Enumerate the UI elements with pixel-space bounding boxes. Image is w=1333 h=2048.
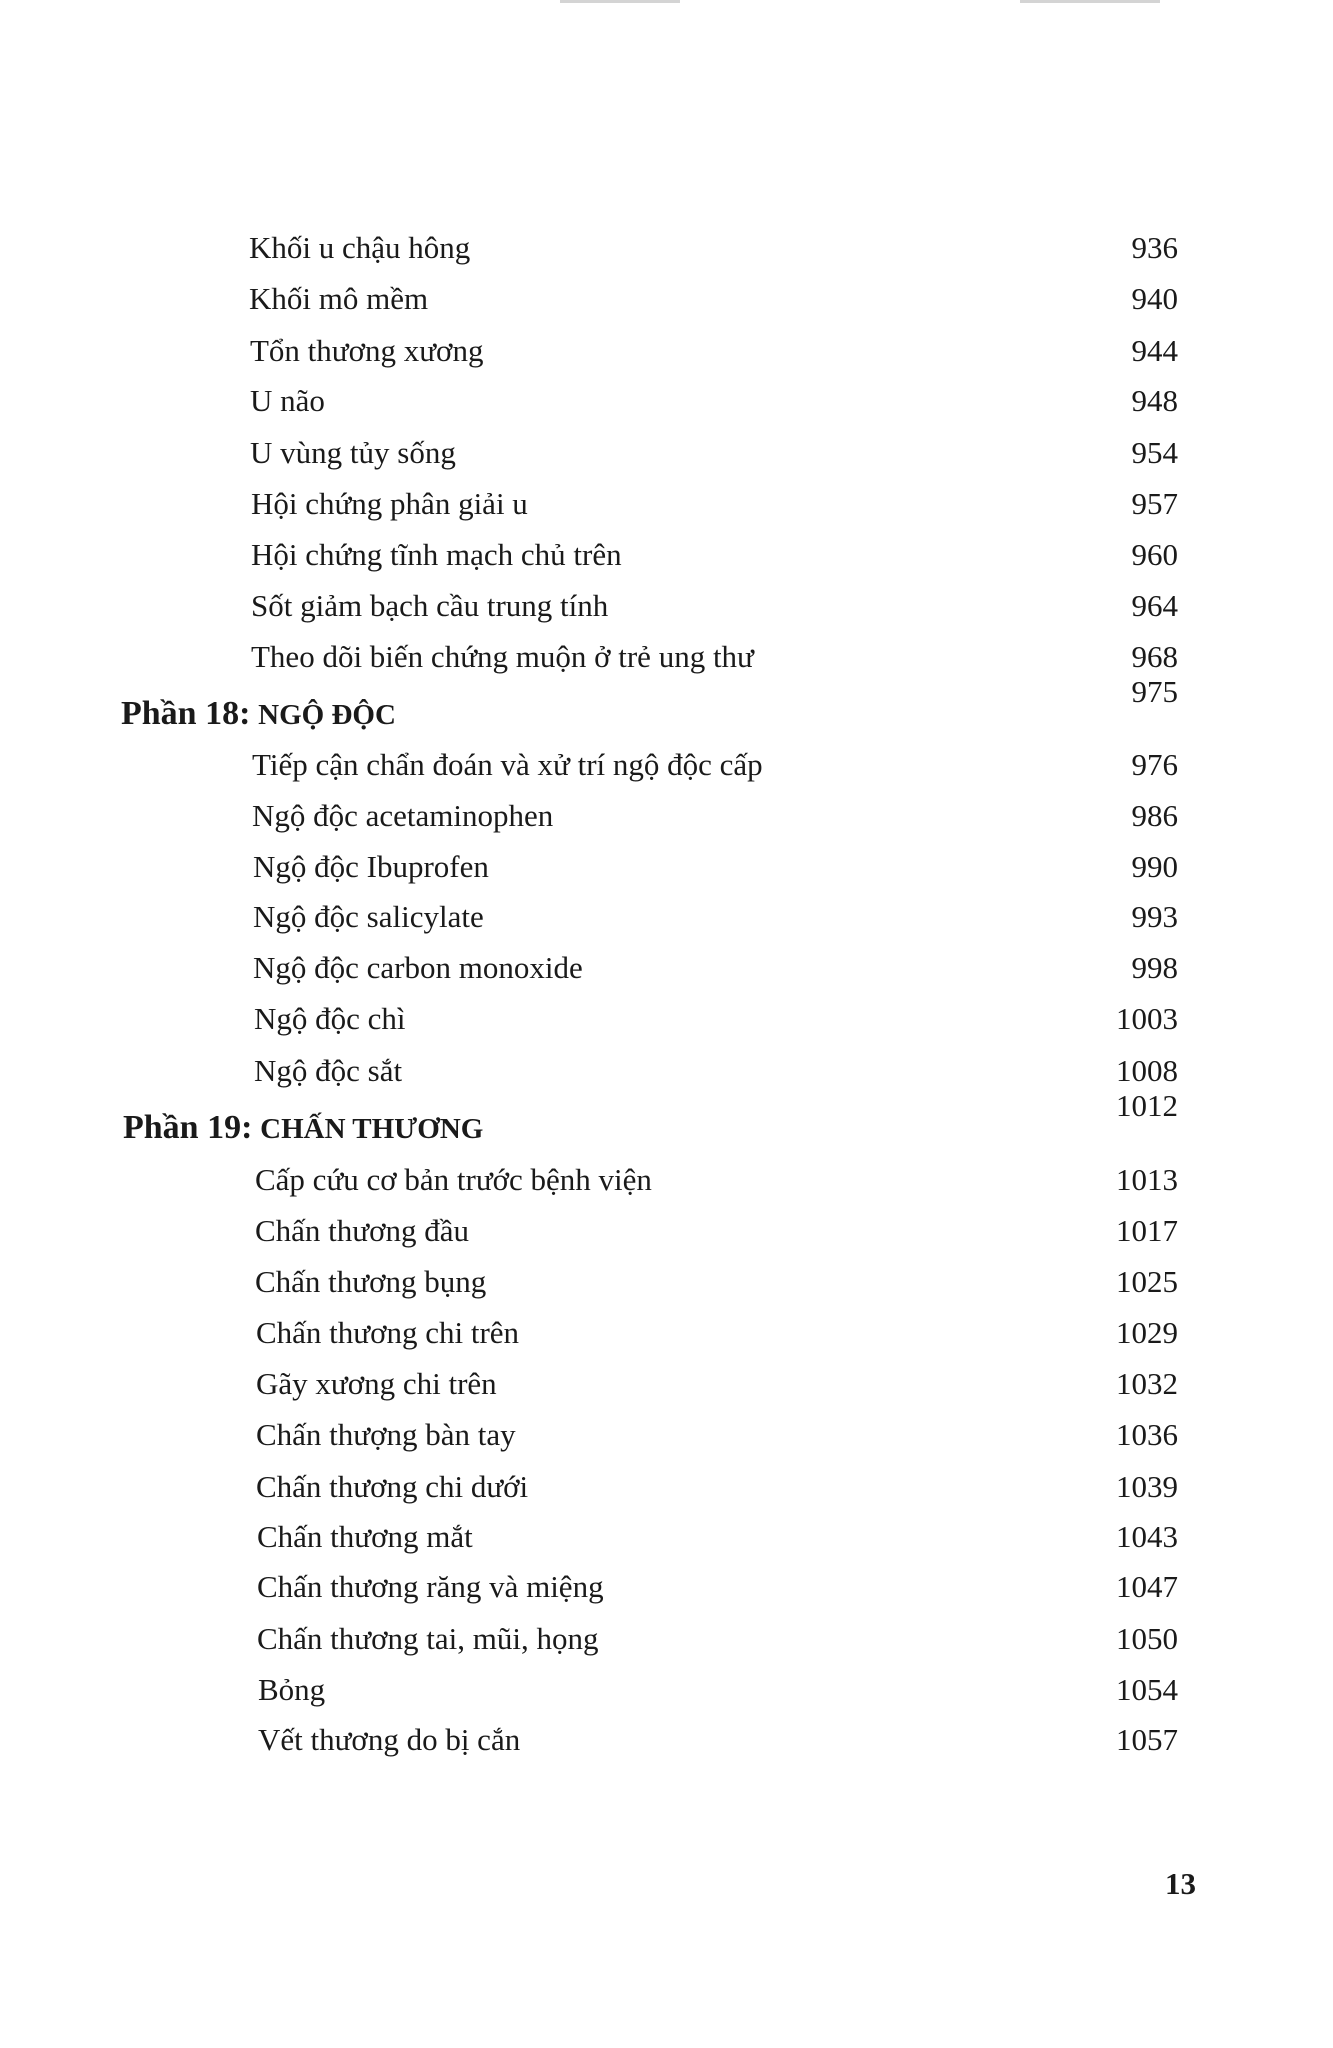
toc-entry-row (0, 532, 1333, 578)
toc-page-number: 1039 (1116, 1469, 1178, 1504)
toc-page-number: 1043 (1116, 1519, 1178, 1554)
section-heading (123, 1105, 483, 1152)
toc-page-number: 990 (1131, 849, 1178, 884)
toc-entry-row (0, 1310, 1333, 1356)
toc-page-number: 1047 (1116, 1569, 1178, 1604)
toc-page-number: 1025 (1116, 1264, 1178, 1299)
toc-page-number: 948 (1131, 383, 1178, 418)
toc-page-number: 936 (1131, 230, 1178, 265)
scan-edge-mark (560, 0, 680, 3)
toc-page-number: 1057 (1116, 1722, 1178, 1757)
toc-page-number: 1013 (1116, 1162, 1178, 1197)
toc-page-number: 1008 (1116, 1053, 1178, 1088)
toc-entry-title: Chấn thương mắt (257, 1519, 473, 1554)
toc-entry-row (0, 1361, 1333, 1407)
toc-entry-title: Tiếp cận chẩn đoán và xử trí ngộ độc cấp (252, 747, 763, 782)
toc-entry-title: Chấn thương bụng (255, 1264, 487, 1299)
toc-entry-row (0, 1564, 1333, 1610)
toc-entry-row (0, 481, 1333, 527)
toc-entry-row (0, 225, 1333, 271)
toc-section-row (0, 1088, 1333, 1151)
toc-entry-title: Chấn thượng bàn tay (256, 1417, 516, 1452)
toc-entry-row (0, 1514, 1333, 1560)
toc-page-number: 986 (1131, 798, 1178, 833)
toc-entry-title: Ngộ độc Ibuprofen (253, 849, 489, 884)
toc-entry-row (0, 583, 1333, 629)
toc-entry-row (0, 742, 1333, 788)
toc-entry-title: Hội chứng phân giải u (251, 486, 528, 521)
toc-page-number: 975 (1131, 674, 1178, 709)
toc-entry-title: Ngộ độc chì (254, 1001, 406, 1036)
toc-entry-title: Ngộ độc acetaminophen (252, 798, 554, 833)
toc-entry-title: Khối mô mềm (249, 281, 429, 316)
toc-entry-title: Khối u chậu hông (249, 230, 471, 265)
toc-entry-row (0, 1717, 1333, 1763)
toc-page-number: 968 (1131, 639, 1178, 674)
toc-entry-title: Chấn thương chi dưới (256, 1469, 529, 1504)
toc-entry-row (0, 328, 1333, 374)
toc-entry-title: Sốt giảm bạch cầu trung tính (251, 588, 609, 623)
toc-entry-title: Ngộ độc salicylate (253, 899, 484, 934)
toc-page-number: 1003 (1116, 1001, 1178, 1036)
toc-page-number: 1017 (1116, 1213, 1178, 1248)
toc-entry-row (0, 793, 1333, 839)
toc-entry-row (0, 430, 1333, 476)
toc-entry-title: Theo dõi biến chứng muộn ở trẻ ung thư (251, 639, 754, 674)
section-heading (121, 691, 396, 738)
toc-section-row (0, 674, 1333, 737)
toc-entry-row (0, 1667, 1333, 1713)
toc-entry-row (0, 1616, 1333, 1662)
toc-entry-title: Gãy xương chi trên (256, 1366, 497, 1401)
toc-page-number: 1054 (1116, 1672, 1178, 1707)
toc-entry-row (0, 1464, 1333, 1510)
toc-page-number: 1032 (1116, 1366, 1178, 1401)
toc-page-number: 1036 (1116, 1417, 1178, 1452)
toc-page-number: 954 (1131, 435, 1178, 470)
toc-entry-title: Chấn thương đầu (255, 1213, 470, 1248)
toc-entry-title: U vùng tủy sống (250, 435, 456, 470)
toc-page-number: 940 (1131, 281, 1178, 316)
toc-entry-title: Bỏng (258, 1672, 326, 1707)
section-name: NGỘ ĐỘC (258, 699, 396, 731)
toc-entry-title: Hội chứng tĩnh mạch chủ trên (251, 537, 622, 572)
toc-entry-title: Chấn thương chi trên (256, 1315, 520, 1350)
toc-page-number: 1050 (1116, 1621, 1178, 1656)
toc-page-number: 957 (1131, 486, 1178, 521)
section-name: CHẤN THƯƠNG (260, 1113, 484, 1145)
toc-entry-title: Vết thương do bị cắn (258, 1722, 521, 1757)
toc-page-number: 960 (1131, 537, 1178, 572)
toc-entry-row (0, 1259, 1333, 1305)
toc-entry-row (0, 1157, 1333, 1203)
toc-entry-title: Chấn thương răng và miệng (257, 1569, 604, 1604)
section-label: Phần 19: (123, 1109, 253, 1146)
toc-entry-row (0, 945, 1333, 991)
page-number: 13 (1165, 1866, 1196, 1901)
toc-page-number: 944 (1131, 333, 1178, 368)
section-label: Phần 18: (121, 695, 251, 732)
toc-entry-row (0, 844, 1333, 890)
toc-entry-title: U não (250, 383, 325, 418)
toc-entry-row (0, 1412, 1333, 1458)
toc-entry-row (0, 378, 1333, 424)
toc-entry-row (0, 996, 1333, 1042)
toc-entry-title: Cấp cứu cơ bản trước bệnh viện (255, 1162, 652, 1197)
toc-page-number: 1012 (1116, 1088, 1178, 1123)
toc-entry-title: Ngộ độc carbon monoxide (253, 950, 583, 985)
toc-page-number: 1029 (1116, 1315, 1178, 1350)
toc-entry-row (0, 276, 1333, 322)
toc-page-number: 998 (1131, 950, 1178, 985)
toc-entry-row (0, 894, 1333, 940)
toc-entry-row (0, 1208, 1333, 1254)
toc-page-number: 976 (1131, 747, 1178, 782)
toc-entry-title: Ngộ độc sắt (254, 1053, 403, 1088)
toc-entry-title: Tổn thương xương (250, 333, 484, 368)
scan-edge-mark (1020, 0, 1160, 3)
toc-page-number: 964 (1131, 588, 1178, 623)
toc-page-number: 993 (1131, 899, 1178, 934)
toc-entry-title: Chấn thương tai, mũi, họng (257, 1621, 599, 1656)
